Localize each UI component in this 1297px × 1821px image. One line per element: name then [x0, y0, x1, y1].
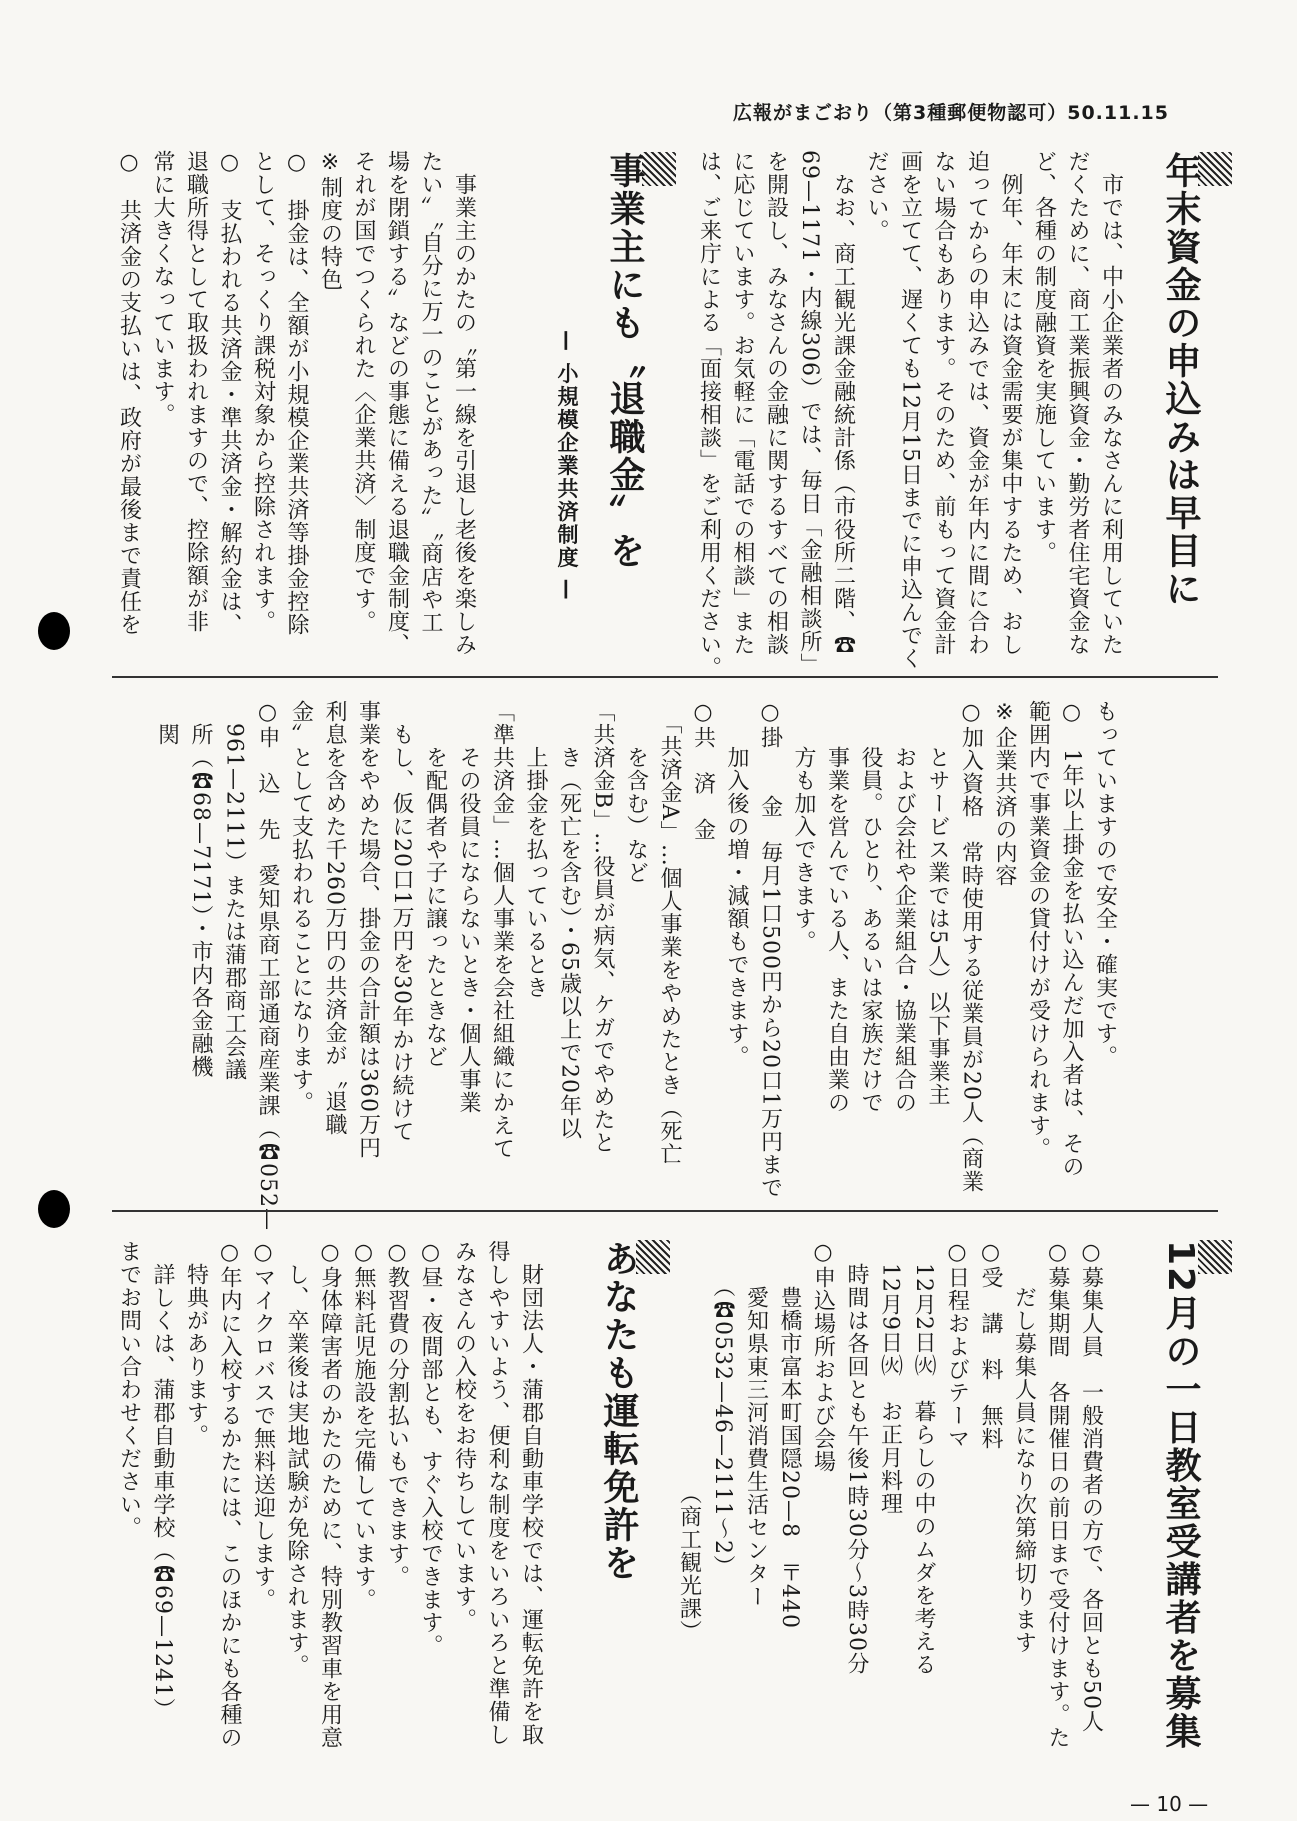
punch-hole-top [38, 612, 70, 650]
sec2-title: 事業主にも〝退職金〟を [606, 152, 676, 570]
divider-bottom [112, 1210, 1218, 1212]
sec3-title: 12月の一日教室受講者を募集 [1162, 1240, 1232, 1750]
sec4-title: あなたも運転免許を [600, 1240, 670, 1582]
sec2-subtitle: — 小規模企業共済制度 — [555, 330, 579, 602]
sec2-body: 事業主のかたの〝第一線を引退し老後を楽しみ たい〟〝自分に万一のことがあった〟〝商店や工 場を閉鎖する〟などの事態に備える退職金制度、 それが国でつくられた〈企業共済〉制度です。 ※制度の特色 ○ 掛金は、全額が小規模企業共済等掛金控除 として、そっくり課税対象から控除されます。 ○ 支払われる共済金・準共済金・解約金は、 退職所得として取扱われますので、控除額が非 常に大きくなっています。 ○ 共済金の支払いは、政府が最後まで責任を [116, 150, 477, 656]
sec1-title: 年末資金の申込みは早目に [1162, 152, 1232, 608]
page-header: 広報がまごおり（第3種郵便物認可）50.11.15 [733, 102, 1169, 124]
sec2-body-cont: もっていますので安全・確実です。 ○ 1年以上掛金を払い込んだ加入者は、その 範囲内で事業資金の貸付けが受けられます。 ※企業共済の内容 ○加入資格 常時使用する従業員が20人（商業 とサービス業では5人）以下事業主 および会社や企業組合・協業組合の 役員。ひとり、あるいは家族だけで 事業を営んでいる人、また自由業の 方も加入できます。 ○掛 金 毎月1口500円から20口1万円まで 加入後の増・減額もできます。 ○共 済 金 「共済金A」…個人事業をやめたとき（死亡 を含む）など 「共済金B」…役員が病気、ケガでやめたと き（死亡を含む）・65歳以上で20年以 上掛金を払っているとき 「準共済金」…個人事業を会社組織にかえて その役員にならないとき・個人事業 を配偶者や子に譲ったときなど もし、仮に20口1万円を30年かけ続けて 事業をやめた場合、掛金の合計額は360万円 利息を含めた千260万円の共済金が〝退職 金〟として支払われることになります。 ○申 込 先 愛知県商工部通商産業課（☎052— 961—2111）または蒲郡商工会議 所（☎68—7171）・市内各金融機 関 [154, 700, 1118, 1231]
punch-hole-bottom [38, 1190, 70, 1228]
sec1-body: 市では、中小企業者のみなさんに利用していた だくために、商工業振興資金・勤労者住宅資金な ど、各種の制度融資を実施しています。 例年、年末には資金需要が集中するため、おし 迫ってからの申込みでは、資金が年内に間に合わ ない場合もあります。そのため、前もって資金計 画を立てて、遅くても12月15日までに申込んでく ださい。 なお、商工観光課金融統計係（市役所二階、☎ 69—1171・内線306）では、毎日「金融相談所」 を開設し、みなさんの金融に関するすべての相談 に応じています。お気軽に「電話での相談」また は、ご来庁による「面接相談」をご利用ください。 [696, 150, 1124, 679]
sec3-body: ○募集人員 一般消費者の方で、各回とも50人 ○募集期間 各開催日の前日まで受付けます。た だし募集人員になり次第締切ります ○受 講 料 無料 ○日程およびテーマ 12月2日㈫ 暮らしの中のムダを考える 12月9日㈫ お正月料理 時間は各回とも午後1時30分〜3時30分 ○申込場所および会場 豊橋市富本町国隠20—8 〒440 愛知県東三河消費生活センター （☎0532—46—2111〜2） （商工観光課） [676, 1240, 1104, 1749]
sec4-body: 財団法人・蒲郡自動車学校では、運転免許を取 得しやすいよう、便利な制度をいろいろと準備し みなさんの入校をお待ちしています。 ○昼・夜間部とも、すぐ入校できます。 ○教習費の分割払いもできます。 ○無料託児施設を完備しています。 ○身体障害者のかたのために、特別教習車を用意 し、卒業後は実地試験が免除されます。 ○マイクロバスで無料送迎します。 ○年内に入校するかたには、このほかにも各種の 特典があります。 詳しくは、蒲郡自動車学校（☎69—1241） までお問い合わせください。 [116, 1240, 544, 1749]
divider-top [112, 676, 1218, 678]
page-number: — 10 — [1130, 1792, 1209, 1816]
